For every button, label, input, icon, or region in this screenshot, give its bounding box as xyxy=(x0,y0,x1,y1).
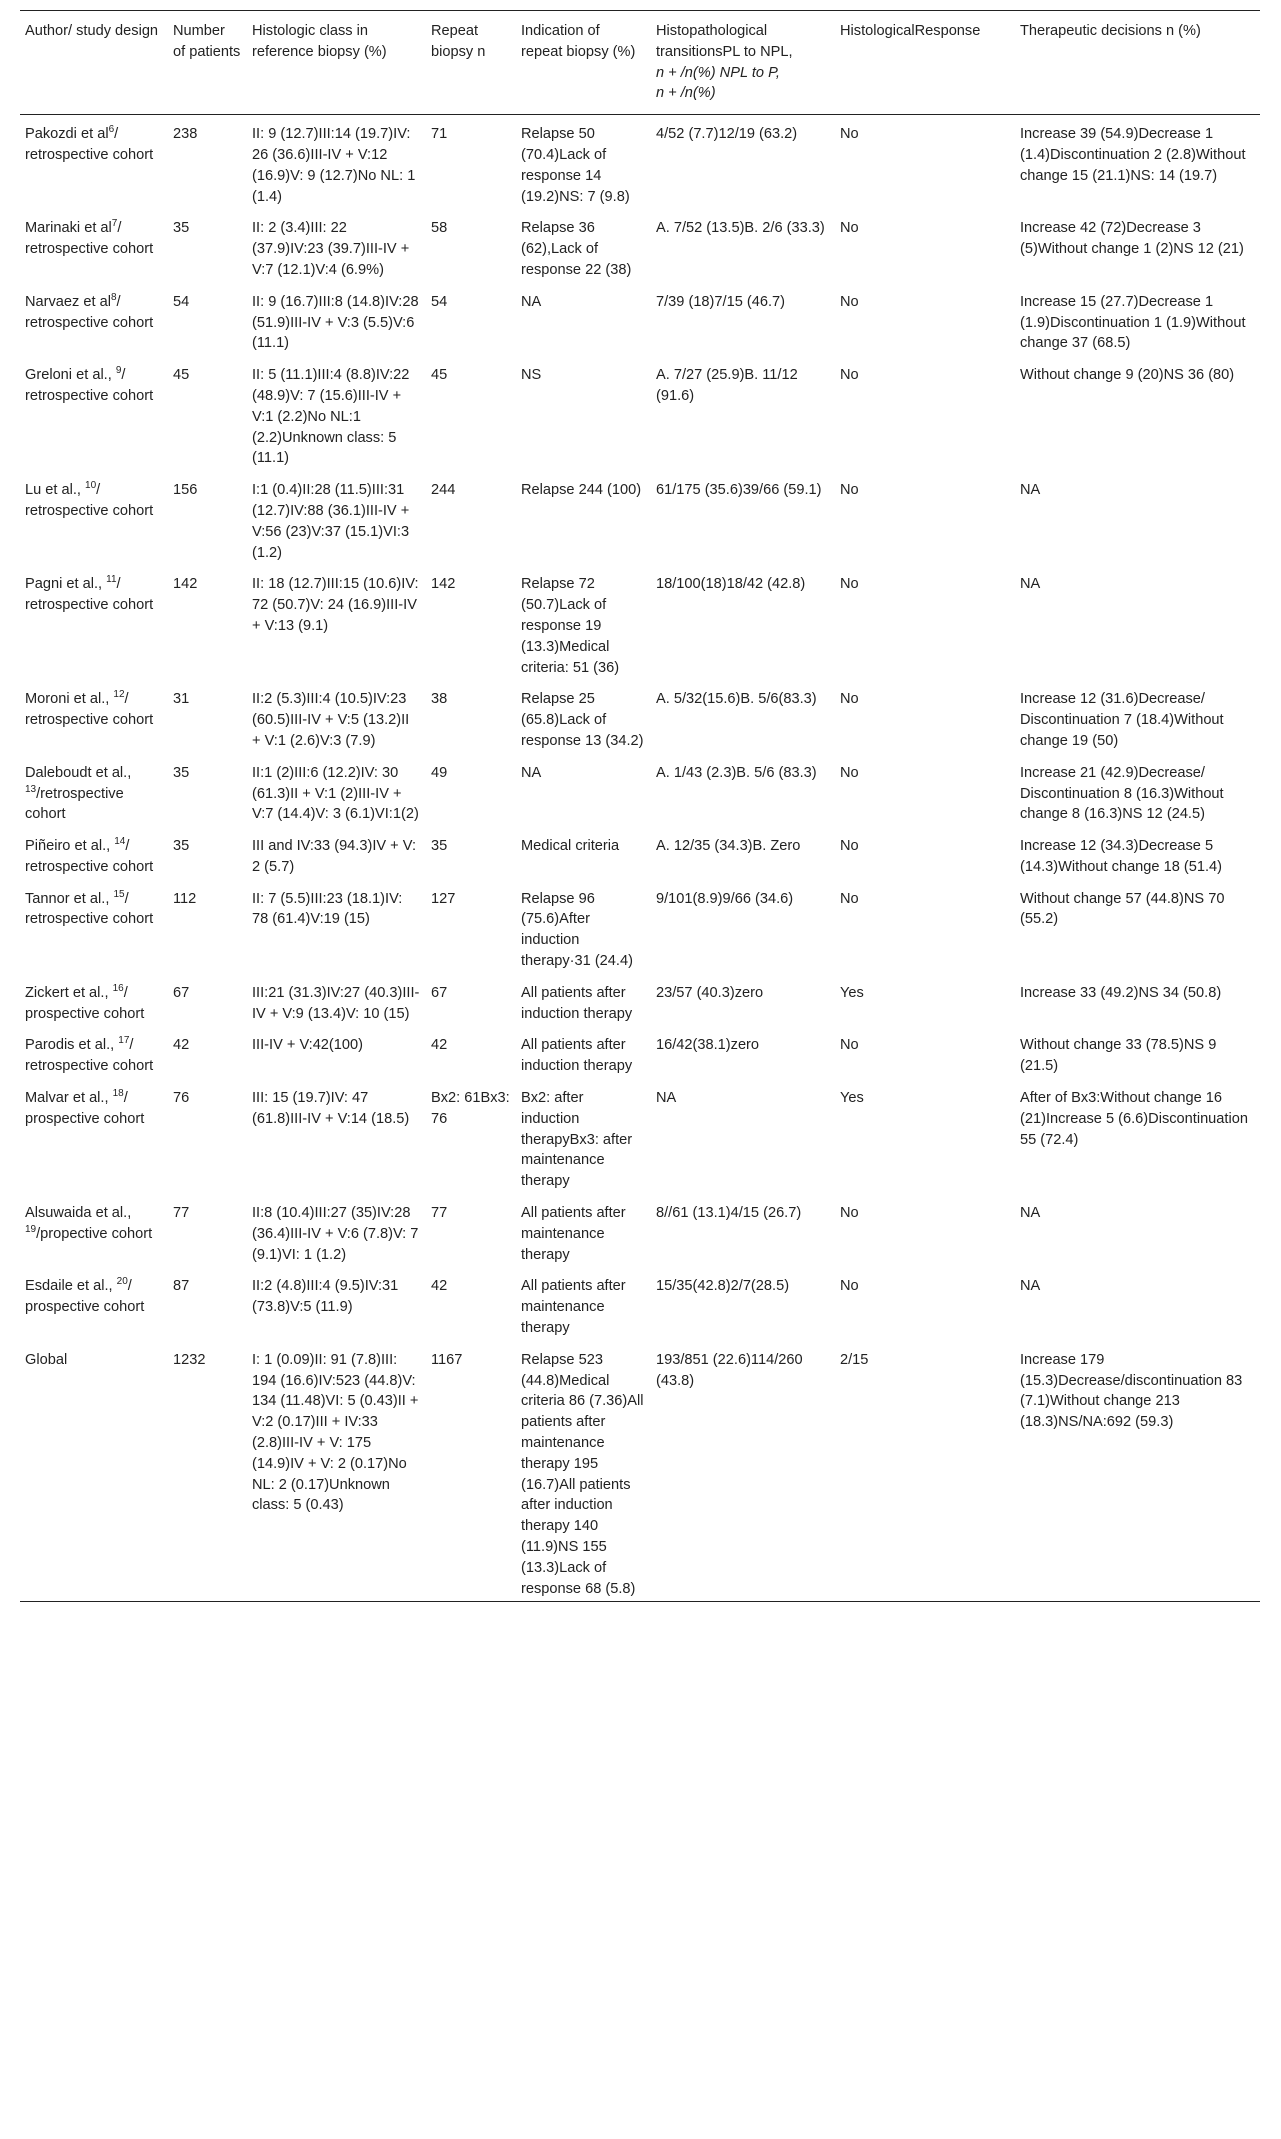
cell-transitions: A. 7/27 (25.9)B. 11/12 (91.6) xyxy=(656,367,798,404)
cell-patients: 87 xyxy=(173,1278,190,1295)
study-design: / prospective cohort xyxy=(25,984,145,1022)
header-indication: Indication of repeat biopsy (%) xyxy=(521,23,636,60)
cell-transitions: 15/35(42.8)2/7(28.5) xyxy=(656,1278,790,1295)
cell-response: No xyxy=(840,691,859,708)
cell-class: II: 9 (16.7)III:8 (14.8)IV:28 (51.9)III-IV + V:3 (5.5)V:6 (11.1) xyxy=(252,293,419,352)
reference-number: 10 xyxy=(85,480,97,492)
cell-transitions: NA xyxy=(656,1090,677,1107)
header-transitions-line2: n + /n(%) NPL to P, xyxy=(656,64,780,81)
reference-number: 16 xyxy=(112,983,124,995)
cell-repeat: 127 xyxy=(431,890,456,907)
cell-indication: Relapse 50 (70.4)Lack of response 14 (19.2)NS: 7 (9.8) xyxy=(521,126,630,205)
cell-author xyxy=(20,115,168,210)
cell-transitions: 8//61 (13.1)4/15 (26.7) xyxy=(656,1205,802,1222)
table-row xyxy=(20,754,1260,827)
header-author: Author/ study design xyxy=(25,23,159,39)
cell-patients: 54 xyxy=(173,293,190,310)
cell-response: No xyxy=(840,367,859,384)
cell-repeat: 54 xyxy=(431,293,448,310)
cell-author xyxy=(20,680,168,753)
cell-patients: 156 xyxy=(173,482,198,499)
header-row xyxy=(20,11,1260,115)
cell-patients: 1232 xyxy=(173,1351,206,1368)
study-design: / retrospective cohort xyxy=(25,890,154,928)
author-name: Daleboudt et al., xyxy=(25,764,132,781)
author-name: Pagni et al., xyxy=(25,576,107,593)
cell-repeat: 77 xyxy=(431,1205,448,1222)
cell-patients: 35 xyxy=(173,764,190,781)
cell-response: No xyxy=(840,1278,859,1295)
cell-transitions: 4/52 (7.7)12/19 (63.2) xyxy=(656,126,798,143)
cell-therapy: Without change 57 (44.8)NS 70 (55.2) xyxy=(1020,890,1225,928)
cell-response: Yes xyxy=(840,1090,864,1107)
cell-author xyxy=(20,283,168,356)
cell-indication: Bx2: after induction therapyBx3: after maintenance therapy xyxy=(521,1090,633,1190)
reference-number: 17 xyxy=(118,1035,130,1047)
table-row xyxy=(20,1079,1260,1194)
cell-response: No xyxy=(840,1205,859,1222)
cell-patients: 76 xyxy=(173,1090,190,1107)
table-row xyxy=(20,680,1260,753)
cell-therapy: NA xyxy=(1020,482,1041,499)
reference-number: 12 xyxy=(113,689,125,701)
table-row xyxy=(20,471,1260,565)
study-design: / retrospective cohort xyxy=(25,220,154,258)
study-design: / retrospective cohort xyxy=(25,126,154,163)
cell-class: I:1 (0.4)II:28 (11.5)III:31 (12.7)IV:88 (36.1)III-IV + V:56 (23)V:37 (15.1)VI:3 (1.2) xyxy=(252,482,410,561)
table-row xyxy=(20,1267,1260,1340)
author-name: Alsuwaida et al., xyxy=(25,1205,132,1222)
cell-repeat: 58 xyxy=(431,220,448,237)
author-name: Malvar et al., xyxy=(25,1090,113,1107)
cell-transitions: 61/175 (35.6)39/66 (59.1) xyxy=(656,482,822,499)
cell-transitions: A. 12/35 (34.3)B. Zero xyxy=(656,838,801,855)
reference-number: 7 xyxy=(111,218,118,230)
cell-author xyxy=(20,754,168,827)
cell-response: Yes xyxy=(840,984,864,1001)
author-name: Esdaile et al., xyxy=(25,1278,117,1295)
cell-class: II: 5 (11.1)III:4 (8.8)IV:22 (48.9)V: 7 (15.6)III-IV + V:1 (2.2)No NL:1 (2.2)Unknown class: 5 (11.1) xyxy=(252,367,410,467)
cell-therapy: Without change 9 (20)NS 36 (80) xyxy=(1020,367,1235,384)
cell-indication: All patients after maintenance therapy xyxy=(521,1205,626,1263)
reference-number: 19 xyxy=(25,1223,37,1235)
cell-therapy: NA xyxy=(1020,1278,1041,1295)
reference-number: 14 xyxy=(114,836,126,848)
table-row xyxy=(20,356,1260,471)
cell-author xyxy=(20,1341,168,1602)
cell-patients: 238 xyxy=(173,126,198,143)
cell-author xyxy=(20,1026,168,1079)
cell-transitions: A. 5/32(15.6)B. 5/6(83.3) xyxy=(656,691,817,708)
cell-repeat: 35 xyxy=(431,838,448,855)
cell-response: No xyxy=(840,293,859,310)
cell-repeat: 244 xyxy=(431,482,456,499)
cell-class: II: 2 (3.4)III: 22 (37.9)IV:23 (39.7)III-IV + V:7 (12.1)V:4 (6.9%) xyxy=(252,220,410,278)
cell-therapy: Increase 179 (15.3)Decrease/discontinuation 83 (7.1)Without change 213 (18.3)NS/NA:692 (59.3) xyxy=(1020,1351,1243,1431)
cell-therapy: After of Bx3:Without change 16 (21)Increase 5 (6.6)Discontinuation 55 (72.4) xyxy=(1020,1090,1248,1148)
cell-patients: 45 xyxy=(173,367,190,384)
reference-number: 15 xyxy=(113,888,125,900)
cell-indication: Relapse 25 (65.8)Lack of response 13 (34.2) xyxy=(521,691,644,749)
header-transitions-line1: Histopathological transitionsPL to NPL, xyxy=(656,23,793,60)
cell-author xyxy=(20,356,168,471)
cell-class: II:8 (10.4)III:27 (35)IV:28 (36.4)III-IV + V:6 (7.8)V: 7 (9.1)VI: 1 (1.2) xyxy=(252,1205,419,1263)
table-row xyxy=(20,827,1260,880)
cell-transitions: 23/57 (40.3)zero xyxy=(656,984,764,1001)
cell-patients: 35 xyxy=(173,838,190,855)
cell-therapy: NA xyxy=(1020,1205,1041,1222)
study-design: / retrospective cohort xyxy=(25,838,154,875)
cell-indication: Relapse 72 (50.7)Lack of response 19 (13.3)Medical criteria: 51 (36) xyxy=(521,576,620,676)
cell-response: No xyxy=(840,890,859,907)
study-design: /propective cohort xyxy=(36,1225,153,1242)
author-name: Tannor et al., xyxy=(25,890,114,907)
cell-transitions: 9/101(8.9)9/66 (34.6) xyxy=(656,890,794,907)
header-transitions xyxy=(651,11,835,115)
cell-class: II:1 (2)III:6 (12.2)IV: 30 (61.3)II + V:1 (2)III-IV + V:7 (14.4)V: 3 (6.1)VI:1(2) xyxy=(252,764,419,823)
cell-indication: NS xyxy=(521,367,542,384)
reference-number: 20 xyxy=(116,1276,128,1288)
reference-number: 11 xyxy=(106,574,117,586)
cell-author xyxy=(20,1079,168,1194)
cell-repeat: 49 xyxy=(431,764,448,781)
cell-therapy: Increase 42 (72)Decrease 3 (5)Without change 1 (2)NS 12 (21) xyxy=(1020,220,1244,258)
cell-patients: 142 xyxy=(173,576,198,593)
cell-transitions: 7/39 (18)7/15 (46.7) xyxy=(656,293,785,310)
cell-transitions: 18/100(18)18/42 (42.8) xyxy=(656,576,806,593)
cell-transitions: 16/42(38.1)zero xyxy=(656,1037,760,1054)
cell-response: No xyxy=(840,1037,859,1054)
cell-repeat: 42 xyxy=(431,1037,448,1054)
table-row xyxy=(20,1026,1260,1079)
table-row xyxy=(20,880,1260,974)
study-design: / retrospective cohort xyxy=(25,691,154,729)
cell-therapy: Increase 33 (49.2)NS 34 (50.8) xyxy=(1020,984,1222,1001)
author-name: Zickert et al., xyxy=(25,984,113,1001)
cell-response: 2/15 xyxy=(840,1351,869,1368)
cell-patients: 112 xyxy=(173,890,197,907)
cell-repeat: Bx2: 61Bx3: 76 xyxy=(431,1090,510,1127)
cell-response: No xyxy=(840,764,859,781)
cell-therapy: Increase 39 (54.9)Decrease 1 (1.4)Discontinuation 2 (2.8)Without change 15 (21.1)NS: 14 (19.7) xyxy=(1020,126,1246,184)
table-row xyxy=(20,565,1260,680)
reference-number: 6 xyxy=(108,124,115,136)
cell-repeat: 42 xyxy=(431,1278,448,1295)
cell-therapy: Increase 12 (34.3)Decrease 5 (14.3)Without change 18 (51.4) xyxy=(1020,838,1222,875)
cell-class: I: 1 (0.09)II: 91 (7.8)III: 194 (16.6)IV:523 (44.8)V: 134 (11.48)VI: 5 (0.43)II + V:2 (0.17)III + IV:33 (2.8)III-IV + V: 175 (14.9)IV + V: 2 (0.17)No NL: 2 (0.17)Unknown class: 5 (0.43) xyxy=(252,1351,419,1514)
cell-class: III-IV + V:42(100) xyxy=(252,1037,363,1054)
header-repeat: Repeat biopsy n xyxy=(431,23,486,60)
table-row xyxy=(20,283,1260,356)
cell-therapy: Increase 21 (42.9)Decrease/ Discontinuation 8 (16.3)Without change 8 (16.3)NS 12 (24.5) xyxy=(1020,764,1224,823)
cell-indication: Relapse 96 (75.6)After induction therapy·31 (24.4) xyxy=(521,890,633,970)
cell-class: II: 18 (12.7)III:15 (10.6)IV: 72 (50.7)V: 24 (16.9)III-IV + V:13 (9.1) xyxy=(252,576,419,634)
cell-author xyxy=(20,974,168,1027)
cell-repeat: 67 xyxy=(431,984,448,1001)
cell-repeat: 1167 xyxy=(431,1351,463,1368)
cell-transitions: A. 7/52 (13.5)B. 2/6 (33.3) xyxy=(656,220,825,237)
table-row xyxy=(20,974,1260,1027)
cell-author xyxy=(20,209,168,282)
cell-class: II:2 (5.3)III:4 (10.5)IV:23 (60.5)III-IV + V:5 (13.2)II + V:1 (2.6)V:3 (7.9) xyxy=(252,691,410,749)
study-design: / prospective cohort xyxy=(25,1090,145,1127)
author-name: Lu et al., xyxy=(25,482,86,499)
cell-indication: NA xyxy=(521,293,542,310)
cell-therapy: Increase 15 (27.7)Decrease 1 (1.9)Discontinuation 1 (1.9)Without change 37 (68.5) xyxy=(1020,293,1246,352)
author-name: Parodis et al., xyxy=(25,1037,119,1054)
table-row xyxy=(20,209,1260,282)
cell-patients: 31 xyxy=(173,691,190,708)
cell-class: II: 7 (5.5)III:23 (18.1)IV: 78 (61.4)V:19 (15) xyxy=(252,890,403,928)
table-body xyxy=(20,115,1260,1602)
author-name: Marinaki et al xyxy=(25,220,112,237)
cell-class: II:2 (4.8)III:4 (9.5)IV:31 (73.8)V:5 (11.9) xyxy=(252,1278,399,1316)
study-design: / retrospective cohort xyxy=(25,367,154,404)
cell-author xyxy=(20,565,168,680)
reference-number: 13 xyxy=(25,783,37,795)
author-name: Piñeiro et al., xyxy=(25,838,115,855)
cell-repeat: 38 xyxy=(431,691,448,708)
cell-indication: Relapse 36 (62),Lack of response 22 (38) xyxy=(521,220,632,278)
cell-indication: Relapse 244 (100) xyxy=(521,482,642,499)
cell-indication: All patients after maintenance therapy xyxy=(521,1278,626,1337)
cell-repeat: 45 xyxy=(431,367,448,384)
cell-response: No xyxy=(840,482,859,499)
cell-indication: Relapse 523 (44.8)Medical criteria 86 (7.36)All patients after maintenance therapy 195 (16.7)All patients after induction therapy 140 (11.9)NS 155 (13.3)Lack of response 68 (5.8) xyxy=(521,1351,644,1597)
table-container xyxy=(20,10,1260,1602)
table-row xyxy=(20,1194,1260,1267)
cell-therapy: NA xyxy=(1020,576,1041,593)
cell-response: No xyxy=(840,576,859,593)
cell-indication: All patients after induction therapy xyxy=(521,984,633,1022)
author-name: Global xyxy=(25,1351,68,1368)
cell-transitions: 193/851 (22.6)114/260 (43.8) xyxy=(656,1351,803,1389)
author-name: Pakozdi et al xyxy=(25,126,109,143)
cell-author xyxy=(20,471,168,565)
cell-repeat: 71 xyxy=(431,126,448,143)
cell-response: No xyxy=(840,220,859,237)
cell-patients: 67 xyxy=(173,984,190,1001)
cell-response: No xyxy=(840,126,859,143)
study-design: / retrospective cohort xyxy=(25,293,154,331)
cell-class: III and IV:33 (94.3)IV + V: 2 (5.7) xyxy=(252,838,417,875)
author-name: Greloni et al., xyxy=(25,367,116,384)
study-design: /retrospective cohort xyxy=(25,785,124,823)
reference-number: 18 xyxy=(112,1088,124,1100)
reference-number: 8 xyxy=(110,291,117,303)
table-row xyxy=(20,115,1260,210)
cell-transitions: A. 1/43 (2.3)B. 5/6 (83.3) xyxy=(656,764,817,781)
reference-number: 9 xyxy=(115,365,122,377)
author-name: Narvaez et al xyxy=(25,293,111,310)
cell-author xyxy=(20,1194,168,1267)
study-design: / retrospective cohort xyxy=(25,1037,154,1075)
table-row xyxy=(20,1341,1260,1602)
cell-patients: 35 xyxy=(173,220,190,237)
header-class: Histologic class in reference biopsy (%) xyxy=(252,23,387,60)
cell-therapy: Increase 12 (31.6)Decrease/ Discontinuation 7 (18.4)Without change 19 (50) xyxy=(1020,691,1224,749)
cell-patients: 42 xyxy=(173,1037,190,1054)
study-design: / prospective cohort xyxy=(25,1278,145,1316)
cell-class: III: 15 (19.7)IV: 47 (61.8)III-IV + V:14 (18.5) xyxy=(252,1090,410,1127)
cell-indication: Medical criteria xyxy=(521,838,620,855)
cell-author xyxy=(20,880,168,974)
header-transitions-line3: n + /n(%) xyxy=(656,85,716,102)
cell-response: No xyxy=(840,838,859,855)
header-therapy: Therapeutic decisions n (%) xyxy=(1020,23,1201,39)
cell-class: II: 9 (12.7)III:14 (19.7)IV: 26 (36.6)III-IV + V:12 (16.9)V: 9 (12.7)No NL: 1 (1.4) xyxy=(252,126,416,205)
cell-indication: All patients after induction therapy xyxy=(521,1037,633,1075)
header-patients: Number of patients xyxy=(173,23,241,60)
study-design: / retrospective cohort xyxy=(25,482,154,519)
cell-repeat: 142 xyxy=(431,576,456,593)
cell-therapy: Without change 33 (78.5)NS 9 (21.5) xyxy=(1020,1037,1217,1075)
cell-indication: NA xyxy=(521,764,542,781)
cell-class: III:21 (31.3)IV:27 (40.3)III-IV + V:9 (13.4)V: 10 (15) xyxy=(252,984,420,1022)
header-response: HistologicalResponse xyxy=(840,23,981,39)
review-table xyxy=(20,10,1260,1602)
cell-author xyxy=(20,827,168,880)
cell-author xyxy=(20,1267,168,1340)
author-name: Moroni et al., xyxy=(25,691,114,708)
study-design: / retrospective cohort xyxy=(25,576,154,614)
cell-patients: 77 xyxy=(173,1205,190,1222)
